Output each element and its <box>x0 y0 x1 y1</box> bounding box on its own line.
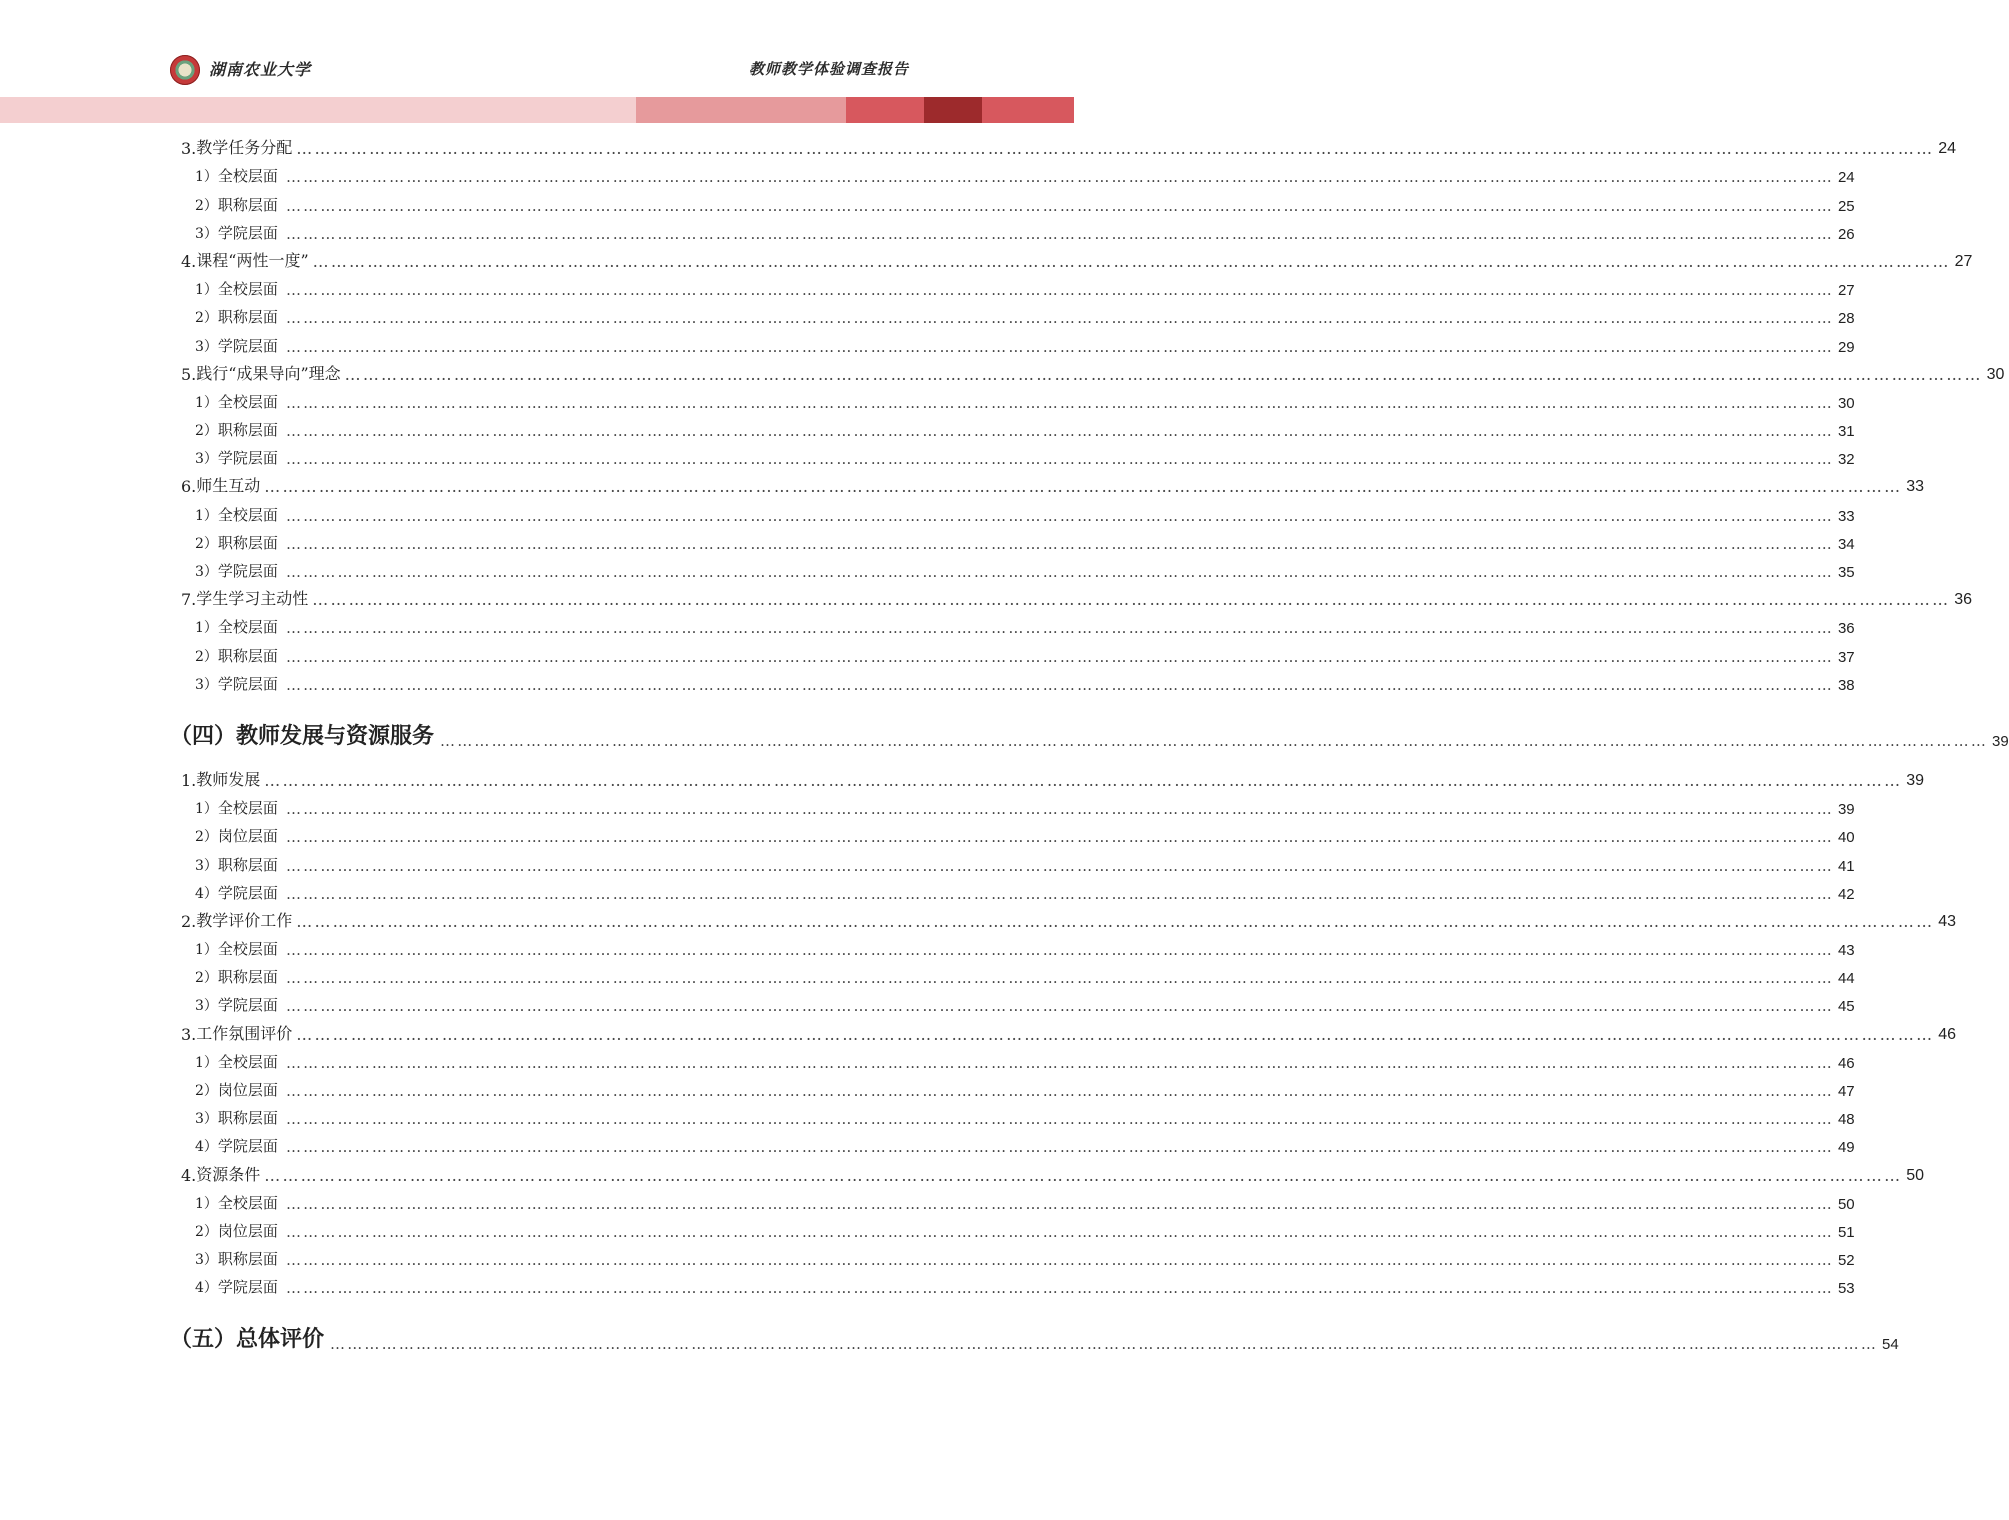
page-header <box>0 0 1074 124</box>
toc-dot-leader: ……………………………………………………………………………………………………………………………………………………………………………………………………………………………………………… <box>312 251 1951 271</box>
toc-dot-leader: ……………………………………………………………………………………………………………………………………………………………………………………………………………………………………………… <box>285 450 1834 469</box>
toc-entry-number: 4） <box>195 1139 218 1156</box>
header-band-red-right <box>982 97 1074 123</box>
toc-entry-label: 全校层面 <box>217 505 278 524</box>
toc-dot-leader: ……………………………………………………………………………………………………………………………………………………………………………………………………………………………………………… <box>285 337 1834 356</box>
toc-page-number: 29 <box>1837 338 1855 356</box>
toc-page-number: 53 <box>1837 1280 1855 1298</box>
toc-entry[interactable] <box>0 903 1957 931</box>
toc-entry-label: 全校层面 <box>217 940 278 959</box>
toc-dot-leader: ……………………………………………………………………………………………………………………………………………………………………………………………………………………………………………… <box>285 1194 1834 1213</box>
toc-page-number: 24 <box>1938 140 1957 158</box>
toc-entry-label: 职称层面 <box>217 421 278 440</box>
toc-entry-number: 4. <box>181 251 197 271</box>
toc-entry[interactable] <box>0 581 1973 610</box>
toc-entry[interactable] <box>0 243 1973 271</box>
toc-dot-leader: ……………………………………………………………………………………………………………………………………………………………………………………………………………………………………………… <box>285 281 1834 300</box>
toc-dot-leader: ……………………………………………………………………………………………………………………………………………………………………………………………………………………………………………… <box>296 1024 1935 1044</box>
header-band-dark <box>924 97 982 123</box>
toc-dot-leader: ……………………………………………………………………………………………………………………………………………………………………………………………………………………………………………… <box>285 1222 1834 1241</box>
toc-entry-number: 2. <box>181 911 197 931</box>
toc-subentry[interactable] <box>0 790 1855 819</box>
toc-entry-number: 3） <box>195 1252 218 1269</box>
toc-page-number: 38 <box>1837 676 1855 694</box>
toc-entry-number: 4） <box>195 885 218 902</box>
university-name: 湖南农业大学 <box>209 60 312 79</box>
toc-entry-number: 2） <box>195 648 218 665</box>
toc-subentry[interactable] <box>0 215 1855 243</box>
toc-dot-leader: ……………………………………………………………………………………………………………………………………………………………………………………………………………………………………………… <box>285 563 1834 581</box>
toc-entry-label: 职称层面 <box>217 855 278 874</box>
toc-entry-label: 职称层面 <box>217 195 278 214</box>
toc-subentry[interactable] <box>0 818 1855 847</box>
toc-dot-leader: ……………………………………………………………………………………………………………………………………………………………………………………………………………………………………………… <box>285 1082 1834 1100</box>
toc-dot-leader: ……………………………………………………………………………………………………………………………………………………………………………………………………………………………………………… <box>264 770 1903 790</box>
toc-page-number: 46 <box>1938 1025 1957 1043</box>
toc-page-number: 26 <box>1837 225 1855 243</box>
toc-page-number: 48 <box>1837 1111 1855 1129</box>
toc-page-number: 50 <box>1837 1195 1855 1213</box>
toc-dot-leader: ……………………………………………………………………………………………………………………………………………………………………………………………………………………………………………… <box>285 1251 1834 1270</box>
toc-dot-leader: ……………………………………………………………………………………………………………………………………………………………………………………………………………………………………………… <box>285 675 1834 694</box>
toc-entry-label: 全校层面 <box>217 167 278 186</box>
toc-dot-leader: ……………………………………………………………………………………………………………………………………………………………………………………………………………………………………………… <box>440 731 1989 750</box>
toc-dot-leader: ……………………………………………………………………………………………………………………………………………………………………………………………………………………………………………… <box>296 911 1935 931</box>
toc-subentry[interactable] <box>0 158 1855 187</box>
toc-entry-number: 5. <box>181 364 197 384</box>
toc-entry-number: 2） <box>195 1223 218 1240</box>
toc-dot-leader: ……………………………………………………………………………………………………………………………………………………………………………………………………………………………………………… <box>285 969 1834 988</box>
toc-dot-leader: ……………………………………………………………………………………………………………………………………………………………………………………………………………………………………………… <box>264 1165 1903 1185</box>
header-band-light <box>0 97 636 123</box>
toc-entry-number: 2） <box>195 535 218 552</box>
toc-subentry[interactable] <box>0 1100 1855 1129</box>
toc-entry-label: 教师发展 <box>196 769 261 789</box>
toc-dot-leader: ……………………………………………………………………………………………………………………………………………………………………………………………………………………………………………… <box>285 422 1834 441</box>
toc-subentry[interactable] <box>0 299 1855 328</box>
toc-entry-label: 职称层面 <box>217 308 278 327</box>
toc-entry[interactable] <box>0 356 2005 384</box>
toc-entry-number: 3. <box>181 1024 197 1044</box>
toc-entry-number: 1） <box>195 801 218 818</box>
university-logo-icon <box>170 55 200 85</box>
toc-entry-label: 践行“成果导向”理念 <box>196 363 341 383</box>
toc-page-number: 43 <box>1938 912 1957 930</box>
toc-entry-label: 学院层面 <box>217 1278 278 1297</box>
toc-subentry[interactable] <box>0 553 1855 581</box>
toc-page-number: 46 <box>1837 1054 1855 1072</box>
toc-page-number: 32 <box>1837 451 1855 469</box>
toc-page-number: 50 <box>1906 1166 1925 1184</box>
toc-page-number: 43 <box>1837 942 1855 960</box>
toc-entry-number: 2） <box>195 1083 218 1099</box>
toc-dot-leader: ……………………………………………………………………………………………………………………………………………………………………………………………………………………………………………… <box>285 997 1834 1016</box>
toc-entry-label: 职称层面 <box>217 1109 278 1128</box>
toc-page-number: 49 <box>1837 1139 1855 1157</box>
toc-page-number: 35 <box>1837 564 1855 581</box>
toc-subentry[interactable] <box>0 666 1855 694</box>
toc-entry-number: 1） <box>195 942 218 959</box>
toc-subentry[interactable] <box>0 846 1855 875</box>
toc-page-number: 52 <box>1837 1252 1855 1270</box>
toc-subentry[interactable] <box>0 271 1855 300</box>
toc-entry-label: （四）教师发展与资源服务 <box>170 723 435 749</box>
toc-page-number: 28 <box>1837 310 1855 328</box>
toc-entry-label: 教学任务分配 <box>196 138 293 158</box>
toc-dot-leader: ……………………………………………………………………………………………………………………………………………………………………………………………………………………………………………… <box>285 196 1834 215</box>
toc-dot-leader: ……………………………………………………………………………………………………………………………………………………………………………………………………………………………………………… <box>264 477 1903 497</box>
toc-page-number: 27 <box>1837 282 1855 300</box>
toc-subentry[interactable] <box>0 987 1855 1016</box>
toc-dot-leader: ……………………………………………………………………………………………………………………………………………………………………………………………………………………………………………… <box>285 1138 1834 1157</box>
toc-entry-label: 全校层面 <box>217 1052 278 1071</box>
toc-entry-number: 1） <box>195 394 218 411</box>
toc-dot-leader: ……………………………………………………………………………………………………………………………………………………………………………………………………………………………………………… <box>285 309 1834 328</box>
toc-entry-number: 1） <box>195 1054 218 1071</box>
toc-subentry[interactable] <box>0 186 1855 215</box>
toc-entry-label: 全校层面 <box>217 618 278 637</box>
toc-entry-label: 资源条件 <box>196 1164 261 1184</box>
toc-entry-label: 课程“两性一度” <box>196 250 309 270</box>
toc-page-number: 30 <box>1837 394 1855 412</box>
header-band-pink <box>636 97 846 123</box>
toc-entry-number: 2） <box>195 829 218 846</box>
toc-subentry[interactable] <box>0 384 1855 412</box>
toc-entry-label: 工作氛围评价 <box>196 1023 293 1043</box>
toc-dot-leader: ……………………………………………………………………………………………………………………………………………………………………………………………………………………………………………… <box>285 168 1834 187</box>
toc-page-number: 24 <box>1837 169 1855 187</box>
report-title: 教师教学体验调查报告 <box>748 60 909 78</box>
toc-page-number: 42 <box>1837 885 1855 903</box>
toc-entry-number: 3） <box>195 998 218 1015</box>
toc-entry-label: 岗位层面 <box>217 1081 278 1099</box>
toc-page-number: 27 <box>1954 252 1973 270</box>
toc-page-number: 25 <box>1837 197 1855 215</box>
toc-entry-number: 1. <box>181 770 197 790</box>
toc-dot-leader: ……………………………………………………………………………………………………………………………………………………………………………………………………………………………………………… <box>285 534 1834 553</box>
toc-entry[interactable] <box>0 762 1925 790</box>
toc-page-number: 36 <box>1837 620 1855 638</box>
toc-entry-label: 全校层面 <box>217 280 278 299</box>
toc-dot-leader: ……………………………………………………………………………………………………………………………………………………………………………………………………………………………………………… <box>285 884 1834 903</box>
toc-page-number: 51 <box>1837 1223 1855 1241</box>
toc-entry-number: 2） <box>195 970 218 987</box>
toc-page-number: 30 <box>1986 365 2005 383</box>
toc-page-number: 39 <box>1906 771 1925 789</box>
toc-entry-number: 3） <box>195 338 218 355</box>
toc-subentry[interactable] <box>0 1072 1855 1100</box>
toc-dot-leader: ……………………………………………………………………………………………………………………………………………………………………………………………………………………………………………… <box>285 224 1834 243</box>
toc-entry-number: 1） <box>195 282 218 299</box>
toc-dot-leader: ……………………………………………………………………………………………………………………………………………………………………………………………………………………………………………… <box>285 619 1834 638</box>
toc-dot-leader: ……………………………………………………………………………………………………………………………………………………………………………………………………………………………………………… <box>285 828 1834 847</box>
toc-entry-number: 4） <box>195 1280 218 1297</box>
toc-section-entry[interactable] <box>0 1311 1899 1355</box>
toc-subentry[interactable] <box>0 1241 1855 1270</box>
toc-dot-leader: ……………………………………………………………………………………………………………………………………………………………………………………………………………………………………………… <box>312 590 1951 610</box>
toc-entry-label: 师生互动 <box>196 476 261 496</box>
toc-dot-leader: ……………………………………………………………………………………………………………………………………………………………………………………………………………………………………………… <box>285 393 1834 412</box>
toc-entry-number: 7. <box>181 590 197 610</box>
toc-subentry[interactable] <box>0 1213 1855 1241</box>
toc-page-number: 33 <box>1837 507 1855 525</box>
toc-subentry[interactable] <box>0 931 1855 960</box>
toc-dot-leader: ……………………………………………………………………………………………………………………………………………………………………………………………………………………………………………… <box>285 1279 1834 1298</box>
toc-entry-number: 2） <box>195 197 218 214</box>
table-of-contents <box>0 130 2009 1365</box>
toc-subentry[interactable] <box>0 959 1855 988</box>
toc-entry-number: 1） <box>195 620 218 637</box>
toc-dot-leader: ……………………………………………………………………………………………………………………………………………………………………………………………………………………………………………… <box>330 1335 1879 1354</box>
toc-page-number: 40 <box>1837 829 1855 847</box>
toc-entry-number: 3） <box>195 451 218 468</box>
toc-page-number: 45 <box>1837 998 1855 1016</box>
toc-dot-leader: ……………………………………………………………………………………………………………………………………………………………………………………………………………………………………………… <box>285 941 1834 960</box>
toc-section-entry[interactable] <box>0 708 2009 752</box>
toc-entry-label: 学院层面 <box>217 996 278 1015</box>
toc-entry-label: 学院层面 <box>217 336 278 355</box>
toc-entry[interactable] <box>0 130 1957 159</box>
toc-entry[interactable] <box>0 1156 1925 1185</box>
toc-entry-number: 1） <box>195 507 218 524</box>
toc-entry-number: 4. <box>181 1165 197 1185</box>
toc-dot-leader: ……………………………………………………………………………………………………………………………………………………………………………………………………………………………………………… <box>285 1053 1834 1072</box>
toc-entry-label: 职称层面 <box>217 646 278 665</box>
toc-subentry[interactable] <box>0 412 1855 441</box>
toc-dot-leader: ……………………………………………………………………………………………………………………………………………………………………………………………………………………………………………… <box>285 800 1834 819</box>
toc-subentry[interactable] <box>0 525 1855 553</box>
toc-entry-number: 3） <box>195 857 218 874</box>
toc-entry-label: 岗位层面 <box>217 827 278 846</box>
toc-entry-label: 全校层面 <box>217 1193 278 1212</box>
toc-page-number: 34 <box>1837 535 1855 553</box>
toc-dot-leader: ……………………………………………………………………………………………………………………………………………………………………………………………………………………………………………… <box>285 856 1834 875</box>
toc-entry-label: 全校层面 <box>217 392 278 411</box>
toc-entry-label: 学院层面 <box>217 223 278 242</box>
toc-entry-label: 岗位层面 <box>217 1221 278 1240</box>
toc-page-number: 41 <box>1837 857 1855 875</box>
toc-entry-number: 3） <box>195 676 218 693</box>
toc-page-number: 47 <box>1837 1083 1855 1100</box>
toc-subentry[interactable] <box>0 1185 1855 1213</box>
toc-entry-number: 3） <box>195 1111 218 1128</box>
toc-entry-number: 1） <box>195 169 218 186</box>
header-band-red <box>846 97 924 123</box>
toc-entry-label: 学院层面 <box>217 449 278 468</box>
toc-entry-label: （五）总体评价 <box>170 1327 325 1353</box>
toc-entry-number: 2） <box>195 310 218 327</box>
toc-entry-label: 全校层面 <box>217 799 278 818</box>
toc-entry-label: 学院层面 <box>217 883 278 902</box>
toc-page-number: 37 <box>1837 648 1855 666</box>
toc-entry[interactable] <box>0 1015 1957 1044</box>
toc-entry-label: 职称层面 <box>217 533 278 552</box>
toc-entry-label: 职称层面 <box>217 968 278 987</box>
toc-entry-label: 学院层面 <box>217 1137 278 1156</box>
toc-page-number: 54 <box>1882 1336 1899 1354</box>
toc-subentry[interactable] <box>0 875 1855 903</box>
toc-entry-number: 6. <box>181 477 197 497</box>
toc-page-number: 39 <box>1837 801 1855 819</box>
toc-subentry[interactable] <box>0 609 1855 638</box>
toc-entry[interactable] <box>0 468 1925 497</box>
toc-subentry[interactable] <box>0 1128 1855 1157</box>
toc-entry-label: 职称层面 <box>217 1250 278 1269</box>
toc-dot-leader: ……………………………………………………………………………………………………………………………………………………………………………………………………………………………………………… <box>296 139 1935 159</box>
toc-subentry[interactable] <box>0 1044 1855 1072</box>
toc-entry-number: 3. <box>181 139 197 159</box>
toc-subentry[interactable] <box>0 496 1855 525</box>
toc-entry-number: 3） <box>195 564 218 580</box>
toc-subentry[interactable] <box>0 440 1855 469</box>
toc-entry-label: 学院层面 <box>217 674 278 693</box>
toc-page-number: 44 <box>1837 970 1855 988</box>
toc-page-number: 31 <box>1837 423 1855 441</box>
toc-subentry[interactable] <box>0 1269 1855 1298</box>
toc-entry-number: 1） <box>195 1195 218 1212</box>
toc-subentry[interactable] <box>0 327 1855 356</box>
toc-subentry[interactable] <box>0 637 1855 666</box>
toc-page-number: 36 <box>1954 591 1973 609</box>
toc-entry-label: 教学评价工作 <box>196 910 293 930</box>
toc-entry-label: 学生学习主动性 <box>196 589 309 609</box>
toc-dot-leader: ……………………………………………………………………………………………………………………………………………………………………………………………………………………………………………… <box>285 506 1834 525</box>
toc-dot-leader: ……………………………………………………………………………………………………………………………………………………………………………………………………………………………………………… <box>285 1110 1834 1129</box>
toc-dot-leader: ……………………………………………………………………………………………………………………………………………………………………………………………………………………………………………… <box>344 364 1983 384</box>
toc-page-number: 39 <box>1992 732 2009 750</box>
toc-entry-number: 3） <box>195 225 218 242</box>
toc-entry-number: 2） <box>195 423 218 440</box>
toc-entry-label: 学院层面 <box>217 562 278 580</box>
toc-dot-leader: ……………………………………………………………………………………………………………………………………………………………………………………………………………………………………………… <box>285 647 1834 666</box>
toc-page-number: 33 <box>1906 478 1925 496</box>
